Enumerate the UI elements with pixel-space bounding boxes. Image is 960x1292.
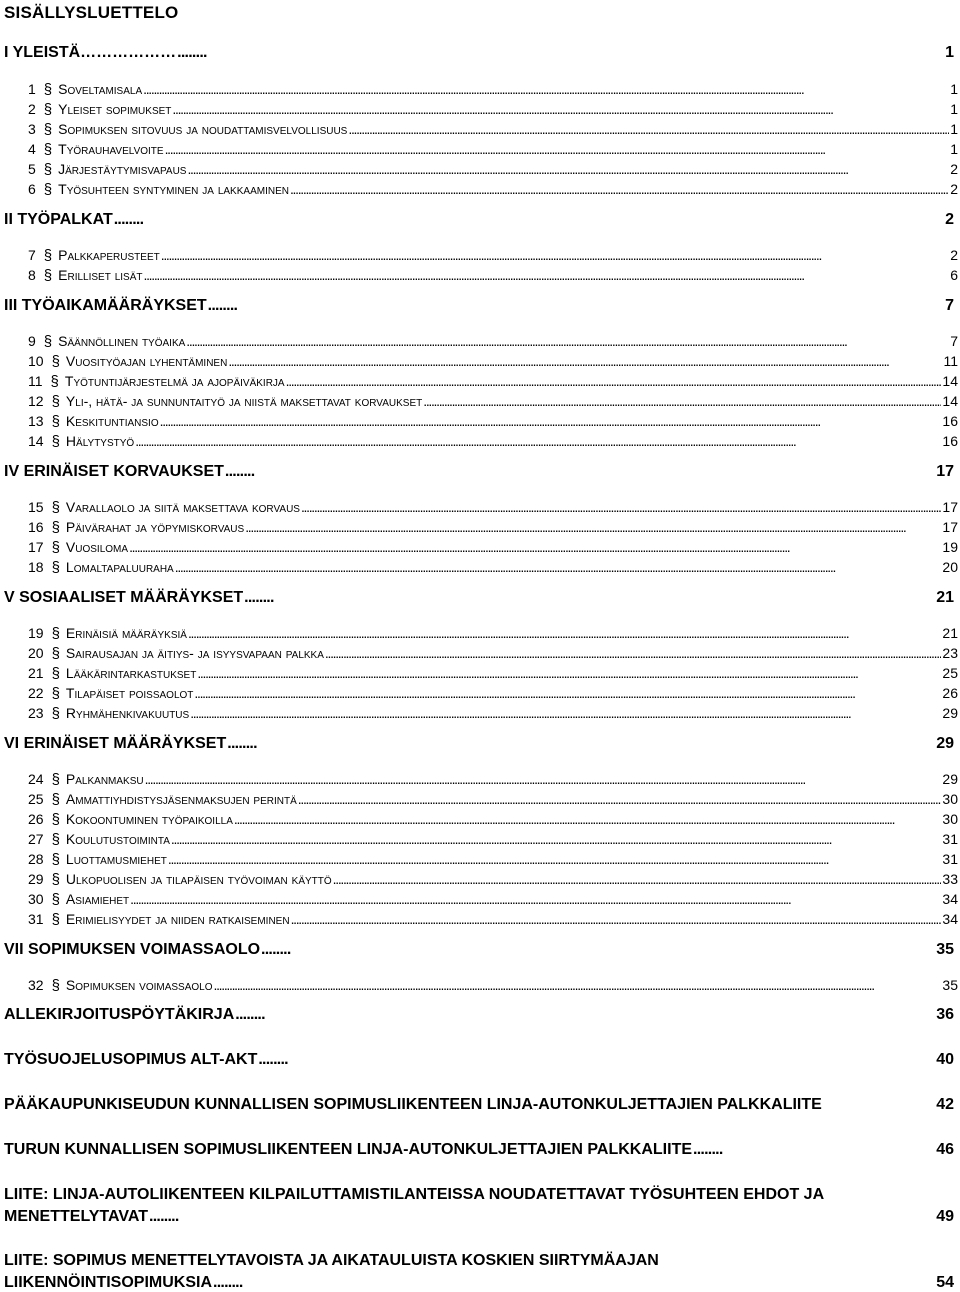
page-number: 1 — [950, 141, 958, 157]
section-number: 20 — [28, 645, 44, 661]
paragraph-sign: § — [51, 353, 60, 370]
entry-title: Koulutustoiminta — [65, 831, 170, 847]
toc-entry-row[interactable] — [28, 977, 958, 994]
dot-leader — [301, 499, 941, 515]
page-number: 40 — [936, 1051, 954, 1068]
paragraph-sign: § — [51, 539, 60, 556]
toc-entry-row[interactable] — [28, 519, 958, 536]
toc-section-row[interactable] — [4, 1208, 954, 1226]
section-title: VI ERINÄISET MÄÄRÄYKSET — [4, 735, 227, 752]
dot-leader — [143, 81, 949, 97]
paragraph-sign: § — [43, 247, 53, 264]
entry-title: Luottamusmiehet — [65, 851, 167, 867]
dot-leader — [194, 685, 941, 701]
dot-leader — [693, 1141, 723, 1159]
toc-section-row[interactable] — [4, 1141, 954, 1159]
section-number: 25 — [28, 791, 44, 807]
toc-section-row[interactable] — [4, 1096, 954, 1114]
section-number: 5 — [28, 161, 36, 177]
dot-leader — [213, 1274, 243, 1292]
section-title: VII SOPIMUKSEN VOIMASSAOLO — [4, 941, 261, 958]
dot-leader — [234, 811, 942, 827]
section-number: 28 — [28, 851, 44, 867]
page-number: 31 — [942, 851, 958, 867]
dot-leader — [325, 645, 942, 661]
section-title: III TYÖAIKAMÄÄRÄYKSET — [4, 297, 207, 314]
section-number: 29 — [28, 871, 44, 887]
toc-heading: SISÄLLYSLUETTELO — [4, 3, 179, 22]
section-title: II TYÖPALKAT — [4, 211, 113, 228]
toc-entry-row[interactable] — [28, 851, 958, 868]
section-number: 18 — [28, 559, 44, 575]
toc-entry-row[interactable] — [28, 373, 958, 390]
section-title: TURUN KUNNALLISEN SOPIMUSLIIKENTEEN LINJA-AUTONKULJETTAJIEN PALKKALIITE — [4, 1141, 693, 1158]
toc-section-row[interactable] — [4, 463, 954, 481]
dot-leader — [188, 625, 941, 641]
dot-leader — [244, 589, 274, 607]
page-number: 1 — [945, 44, 954, 61]
paragraph-sign: § — [51, 393, 60, 410]
page-number: 11 — [943, 353, 958, 369]
section-title: TYÖSUOJELUSOPIMUS ALT-AKT — [4, 1051, 258, 1068]
entry-title: Keskituntiansio — [65, 413, 159, 429]
page-number: 29 — [942, 771, 958, 787]
section-number: 8 — [28, 267, 36, 283]
page-number: 21 — [942, 625, 958, 641]
section-number: 7 — [28, 247, 36, 263]
entry-title: Kokoontuminen työpaikoilla — [65, 811, 233, 827]
page-number: 17 — [942, 499, 958, 515]
paragraph-sign: § — [51, 851, 60, 868]
section-number: 32 — [28, 977, 44, 993]
dot-leader — [333, 871, 942, 887]
toc-entry-row[interactable] — [28, 831, 958, 848]
section-title: ALLEKIRJOITUSPÖYTÄKIRJA — [4, 1006, 235, 1023]
paragraph-sign: § — [43, 267, 53, 284]
section-title: V SOSIAALISET MÄÄRÄYKSET — [4, 589, 244, 606]
entry-title: Soveltamisala — [58, 81, 143, 97]
page-number: 1 — [950, 81, 958, 97]
page-number: 2 — [950, 181, 958, 197]
paragraph-sign: § — [51, 831, 60, 848]
paragraph-sign: § — [51, 519, 60, 536]
page-number: 2 — [950, 247, 958, 263]
paragraph-sign: § — [43, 101, 53, 118]
paragraph-sign: § — [51, 911, 60, 928]
page-number: 16 — [942, 413, 958, 429]
paragraph-sign: § — [51, 433, 60, 450]
page-number: 46 — [936, 1141, 954, 1158]
page-number: 6 — [950, 267, 958, 283]
toc-entry-row[interactable] — [28, 771, 958, 788]
dot-leader — [291, 911, 942, 927]
page-number: 1 — [950, 121, 958, 137]
toc-entry-row[interactable] — [28, 871, 958, 888]
section-number: 23 — [28, 705, 44, 721]
page-number: 7 — [945, 297, 954, 314]
paragraph-sign: § — [51, 771, 60, 788]
toc-entry-row[interactable] — [28, 353, 958, 370]
page-number: 54 — [936, 1274, 954, 1291]
section-number: 4 — [28, 141, 36, 157]
dot-leader — [187, 161, 949, 177]
toc-entry-row[interactable] — [28, 559, 958, 576]
page-number: 21 — [936, 589, 954, 606]
entry-title: Työrauhavelvoite — [58, 141, 164, 157]
page-number: 33 — [942, 871, 958, 887]
entry-title: Vuosityöajan lyhentäminen — [65, 353, 228, 369]
page-number: 26 — [942, 685, 958, 701]
toc-section-row[interactable] — [4, 44, 954, 62]
entry-title: Erinäisiä määräyksiä — [65, 625, 187, 641]
entry-title: Yleiset sopimukset — [58, 101, 172, 117]
paragraph-sign: § — [51, 665, 60, 682]
entry-title: Ryhmähenkivakuutus — [65, 705, 190, 721]
toc-entry-row[interactable] — [28, 685, 958, 702]
page-number: 19 — [942, 539, 958, 555]
paragraph-sign: § — [51, 625, 60, 642]
toc-entry-row[interactable] — [28, 267, 958, 284]
paragraph-sign: § — [51, 891, 60, 908]
entry-title: Sopimuksen voimassaolo — [65, 977, 213, 993]
dot-leader — [227, 735, 257, 753]
section-number: 3 — [28, 121, 36, 137]
entry-title: Hälytystyö — [65, 433, 135, 449]
dot-leader — [172, 101, 949, 117]
page-number: 30 — [942, 791, 958, 807]
page-number: 17 — [942, 519, 958, 535]
toc-entry-row[interactable] — [28, 433, 958, 450]
toc-entry-row[interactable] — [28, 539, 958, 556]
page-number: 35 — [936, 941, 954, 958]
dot-leader — [298, 791, 942, 807]
dot-leader — [144, 267, 950, 283]
entry-title: Ulkopuolisen ja tilapäisen työvoiman käyttö — [65, 871, 332, 887]
paragraph-sign: § — [51, 871, 60, 888]
toc-entry-row[interactable] — [28, 121, 958, 138]
dot-leader — [175, 559, 942, 575]
dot-leader — [186, 333, 949, 349]
toc-section-row[interactable] — [4, 211, 954, 229]
page-number: 42 — [936, 1096, 954, 1113]
section-number: 12 — [28, 393, 44, 409]
entry-title: Sopimuksen sitovuus ja noudattamisvelvollisuus — [58, 121, 348, 137]
dot-leader — [168, 851, 942, 867]
dot-leader — [214, 977, 942, 993]
section-number: 10 — [28, 353, 44, 369]
dot-leader — [290, 181, 949, 197]
entry-title: Palkanmaksu — [65, 771, 144, 787]
toc-entry-row[interactable] — [28, 141, 958, 158]
page-number: 29 — [942, 705, 958, 721]
toc-entry-row[interactable] — [28, 393, 958, 410]
dot-leader — [197, 665, 941, 681]
toc-section-row[interactable] — [4, 1051, 954, 1069]
toc-entry-row[interactable] — [28, 333, 958, 350]
entry-title: Lomaltapaluuraha — [65, 559, 174, 575]
paragraph-sign: § — [51, 977, 60, 994]
section-title: I YLEISTÄ……………… — [4, 44, 177, 61]
section-number: 22 — [28, 685, 44, 701]
entry-title: Päivärahat ja yöpymiskorvaus — [65, 519, 245, 535]
toc-entry-row[interactable] — [28, 181, 958, 198]
entry-title: Asiamiehet — [65, 891, 130, 907]
page-number: 14 — [942, 393, 958, 409]
toc-section-row[interactable] — [4, 941, 954, 959]
section-number: 6 — [28, 181, 36, 197]
dot-leader — [135, 433, 941, 449]
toc-section-row[interactable] — [4, 735, 954, 753]
entry-title: Varallaolo ja siitä maksettava korvaus — [65, 499, 300, 515]
page-number: 34 — [942, 891, 958, 907]
paragraph-sign: § — [43, 161, 53, 178]
page-number: 1 — [950, 101, 958, 117]
toc-entry-row[interactable] — [28, 101, 958, 118]
dot-leader — [423, 393, 941, 409]
paragraph-sign: § — [43, 333, 53, 350]
page-number: 25 — [942, 665, 958, 681]
section-number: 30 — [28, 891, 44, 907]
section-number: 2 — [28, 101, 36, 117]
section-number: 24 — [28, 771, 44, 787]
dot-leader — [190, 705, 941, 721]
entry-title: Palkkaperusteet — [58, 247, 160, 263]
dot-leader — [145, 771, 942, 787]
entry-title: Työtuntijärjestelmä ja ajopäiväkirja — [64, 373, 285, 389]
dot-leader — [177, 44, 207, 62]
dot-leader — [149, 1208, 179, 1226]
paragraph-sign: § — [43, 81, 53, 98]
toc-entry-row[interactable] — [28, 499, 958, 516]
dot-leader — [171, 831, 942, 847]
toc-entry-row[interactable] — [28, 247, 958, 264]
page-number: 49 — [936, 1208, 954, 1225]
toc-section-row[interactable] — [4, 1274, 954, 1292]
toc-section-row[interactable] — [4, 297, 954, 315]
section-title: PÄÄKAUPUNKISEUDUN KUNNALLISEN SOPIMUSLIIKENTEEN LINJA-AUTONKULJETTAJIEN PALKKALIITE — [4, 1096, 822, 1113]
dot-leader — [245, 519, 941, 535]
section-number: 9 — [28, 333, 36, 349]
page-number: 36 — [936, 1006, 954, 1023]
dot-leader — [129, 539, 941, 555]
appendix-title-continued: MENETTELYTAVAT — [4, 1208, 148, 1225]
section-number: 26 — [28, 811, 44, 827]
toc-entry-row[interactable] — [28, 811, 958, 828]
appendix-title-continued: LIIKENNÖINTISOPIMUKSIA — [4, 1274, 213, 1291]
toc-entry-row[interactable] — [28, 891, 958, 908]
entry-title: Työsuhteen syntyminen ja lakkaaminen — [58, 181, 289, 197]
entry-title: Lääkärintarkastukset — [65, 665, 197, 681]
entry-title: Ammattiyhdistysjäsenmaksujen perintä — [65, 791, 297, 807]
page-number: 14 — [942, 373, 958, 389]
page-number: 2 — [945, 211, 954, 228]
entry-title: Sairausajan ja äitiys- ja isyysvapaan palkka — [65, 645, 324, 661]
toc-section-row[interactable] — [4, 1006, 954, 1024]
toc-entry-row[interactable] — [28, 911, 958, 928]
page-number: 30 — [942, 811, 958, 827]
dot-leader — [114, 211, 144, 229]
dot-leader — [286, 373, 942, 389]
page-number: 20 — [942, 559, 958, 575]
entry-title: Erimielisyydet ja niiden ratkaiseminen — [65, 911, 290, 927]
paragraph-sign: § — [51, 791, 60, 808]
paragraph-sign: § — [51, 499, 60, 516]
page-number: 16 — [942, 433, 958, 449]
section-number: 19 — [28, 625, 44, 641]
page-number: 2 — [950, 161, 958, 177]
section-title: IV ERINÄISET KORVAUKSET — [4, 463, 224, 480]
page-number: 17 — [936, 463, 954, 480]
paragraph-sign: § — [51, 705, 60, 722]
entry-title: Säännöllinen työaika — [58, 333, 186, 349]
section-number: 11 — [28, 373, 43, 389]
toc-entry-row[interactable] — [28, 625, 958, 642]
paragraph-sign: § — [51, 645, 60, 662]
page-number: 35 — [942, 977, 958, 993]
paragraph-sign: § — [51, 811, 60, 828]
entry-title: Tilapäiset poissaolot — [65, 685, 194, 701]
page-number: 34 — [942, 911, 958, 927]
section-number: 1 — [28, 81, 36, 97]
dot-leader — [228, 353, 942, 369]
appendix-title-line[interactable]: LIITE: SOPIMUS MENETTELYTAVOISTA JA AIKATAULUISTA KOSKIEN SIIRTYMÄAJAN — [4, 1252, 659, 1269]
section-number: 13 — [28, 413, 44, 429]
dot-leader — [208, 297, 238, 315]
appendix-title-line[interactable]: LIITE: LINJA-AUTOLIIKENTEEN KILPAILUTTAMISTILANTEISSA NOUDATETTAVAT TYÖSUHTEEN EHDOT JA — [4, 1186, 825, 1203]
section-number: 17 — [28, 539, 44, 555]
section-number: 21 — [28, 665, 44, 681]
entry-title: Erilliset lisät — [58, 267, 143, 283]
section-number: 15 — [28, 499, 44, 515]
toc-entry-row[interactable] — [28, 413, 958, 430]
toc-entry-row[interactable] — [28, 705, 958, 722]
toc-entry-row[interactable] — [28, 645, 958, 662]
paragraph-sign: § — [50, 373, 59, 390]
entry-title: Yli-, hätä- ja sunnuntaityö ja niistä maksettavat korvaukset — [65, 393, 423, 409]
paragraph-sign: § — [43, 141, 53, 158]
dot-leader — [258, 1051, 288, 1069]
section-number: 16 — [28, 519, 44, 535]
page-number: 7 — [950, 333, 958, 349]
toc-entry-row[interactable] — [28, 161, 958, 178]
toc-section-row[interactable] — [4, 589, 954, 607]
paragraph-sign: § — [43, 121, 53, 138]
section-number: 27 — [28, 831, 44, 847]
entry-title: Vuosiloma — [65, 539, 129, 555]
dot-leader — [161, 247, 949, 263]
toc-entry-row[interactable] — [28, 665, 958, 682]
paragraph-sign: § — [43, 181, 53, 198]
dot-leader — [160, 413, 942, 429]
dot-leader — [261, 941, 291, 959]
paragraph-sign: § — [51, 559, 60, 576]
page-number: 29 — [936, 735, 954, 752]
paragraph-sign: § — [51, 685, 60, 702]
section-number: 14 — [28, 433, 44, 449]
dot-leader — [348, 121, 949, 137]
page-number: 23 — [942, 645, 958, 661]
dot-leader — [130, 891, 941, 907]
toc-entry-row[interactable] — [28, 791, 958, 808]
paragraph-sign: § — [51, 413, 60, 430]
page-number: 31 — [942, 831, 958, 847]
section-number: 31 — [28, 911, 44, 927]
toc-entry-row[interactable] — [28, 81, 958, 98]
dot-leader — [225, 463, 255, 481]
entry-title: Järjestäytymisvapaus — [58, 161, 187, 177]
dot-leader — [235, 1006, 265, 1024]
dot-leader — [165, 141, 950, 157]
